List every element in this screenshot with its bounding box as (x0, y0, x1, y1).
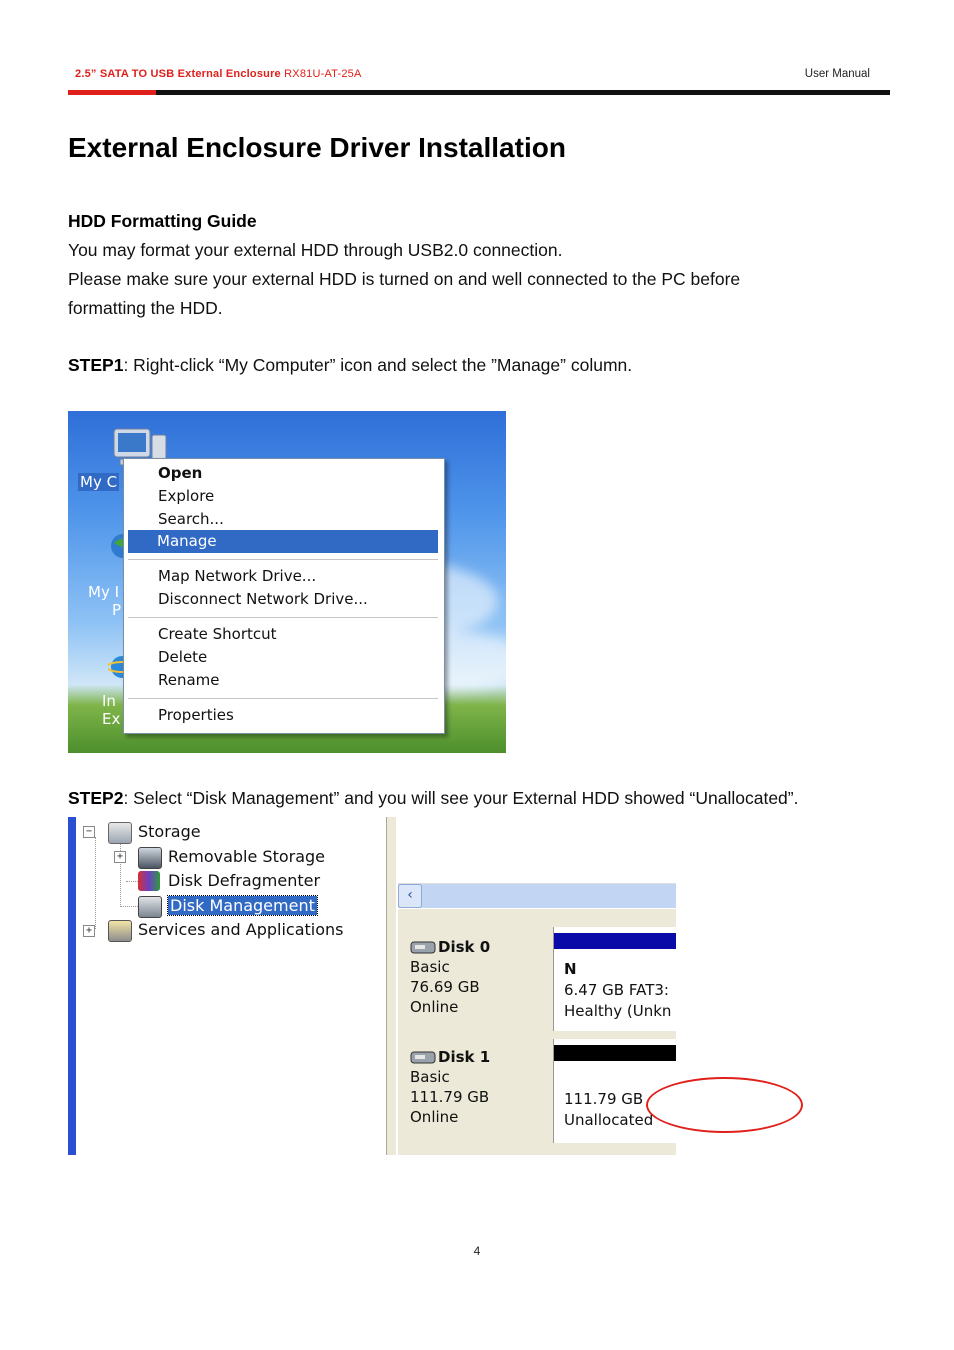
ie-label[interactable]: In (102, 692, 116, 710)
disk-management-icon (138, 896, 162, 918)
disk-1-size: 111.79 GB (410, 1088, 490, 1106)
paragraph-1: You may format your external HDD through USB2.0 connection. (68, 240, 563, 260)
disk-1-type: Basic (410, 1068, 450, 1086)
screenshot-disk-management (68, 817, 676, 1155)
expand-icon[interactable]: + (83, 925, 95, 937)
step1-instruction (68, 355, 632, 376)
tree-item-disk-management-label[interactable]: Disk Management (170, 896, 315, 915)
disk-0-type: Basic (410, 958, 450, 976)
disk-0-volume-size: 6.47 GB FAT3: (564, 981, 669, 999)
header-doc-type: User Manual (804, 68, 870, 80)
disk-1-name: Disk 1 (438, 1048, 491, 1066)
highlight-ellipse (646, 1077, 803, 1133)
step2-text: : Select “Disk Management” and you will see your External HDD showed “Unallocated”. (123, 788, 799, 808)
disk-0-status: Online (410, 998, 459, 1016)
paragraph-2: Please make sure your external HDD is turned on and well connected to the PC before (68, 269, 741, 289)
tree-line (95, 837, 97, 929)
volume-bar-unallocated (554, 1045, 676, 1061)
scroll-left-icon[interactable]: ‹ (398, 884, 422, 908)
disk-1-volume-size: 111.79 GB (564, 1090, 644, 1108)
header-product-text: 2.5” SATA TO USB External Enclosure (75, 68, 281, 80)
page-number: 4 (473, 1244, 481, 1258)
header-rule (68, 90, 890, 95)
network-label[interactable]: My I (88, 583, 120, 601)
menu-item-delete[interactable]: Delete (158, 648, 208, 666)
tree-item-disk-management[interactable] (168, 896, 317, 915)
tree-line (126, 881, 138, 883)
menu-item-explore[interactable]: Explore (158, 487, 215, 505)
menu-item-manage[interactable]: Manage (128, 530, 438, 553)
header-model: RX81U-AT-25A (284, 68, 362, 80)
network-label-2[interactable]: P (112, 601, 122, 619)
tree-item-services-and-applications[interactable]: Services and Applications (138, 920, 344, 939)
menu-item-open[interactable]: Open (158, 464, 203, 482)
disk-1-status: Online (410, 1108, 459, 1126)
paragraph-3: formatting the HDD. (68, 298, 223, 318)
context-menu (123, 458, 445, 734)
menu-item-create-shortcut[interactable]: Create Shortcut (158, 625, 277, 643)
header-product (75, 68, 362, 80)
screenshot-context-menu (68, 411, 506, 753)
services-icon (108, 920, 132, 942)
disk-1-volume-status: Unallocated (564, 1111, 654, 1129)
my-computer-label[interactable]: My C (80, 473, 118, 491)
disk-0-row[interactable] (398, 927, 676, 1035)
tree-item-removable-storage[interactable]: Removable Storage (168, 847, 326, 866)
ie-label-2[interactable]: Ex (102, 710, 121, 728)
menu-separator (128, 617, 438, 618)
tree-item-disk-defragmenter[interactable]: Disk Defragmenter (168, 871, 321, 890)
page-title: External Enclosure Driver Installation (68, 132, 566, 163)
step1-text: : Right-click “My Computer” icon and select the ”Manage” column. (123, 355, 633, 375)
horizontal-scrollbar[interactable] (398, 883, 676, 908)
menu-item-search[interactable]: Search... (158, 510, 224, 528)
volume-bar-primary (554, 933, 676, 949)
disk-0-name: Disk 0 (438, 938, 491, 956)
tree-line (120, 906, 138, 908)
disk-icon (410, 939, 438, 955)
disk-icon (410, 1049, 438, 1065)
window-left-border (68, 817, 76, 1155)
disk-0-volume[interactable] (553, 927, 676, 1031)
menu-item-map-network-drive[interactable]: Map Network Drive... (158, 567, 317, 585)
menu-separator (128, 559, 438, 560)
menu-item-disconnect-network-drive[interactable]: Disconnect Network Drive... (158, 590, 368, 608)
spacer (398, 909, 676, 927)
menu-item-properties[interactable]: Properties (158, 706, 234, 724)
section-title: HDD Formatting Guide (68, 211, 257, 231)
disk-pane (396, 817, 676, 1155)
disk-0-volume-letter: N (564, 960, 577, 978)
step2-label: STEP2 (68, 788, 124, 808)
tree-item-storage[interactable]: Storage (138, 822, 201, 841)
disk-0-volume-status: Healthy (Unkn (564, 1002, 672, 1020)
step2-instruction (68, 788, 798, 809)
disk-1-row[interactable] (398, 1039, 676, 1155)
step1-label: STEP1 (68, 355, 124, 375)
disk-defragmenter-icon (138, 871, 160, 891)
storage-icon (108, 822, 132, 844)
disk-0-size: 76.69 GB (410, 978, 480, 996)
removable-storage-icon (138, 847, 162, 869)
collapse-icon[interactable]: − (83, 826, 95, 838)
expand-icon[interactable]: + (114, 851, 126, 863)
header-rule-accent (68, 90, 156, 95)
menu-separator (128, 698, 438, 699)
menu-item-rename[interactable]: Rename (158, 671, 220, 689)
